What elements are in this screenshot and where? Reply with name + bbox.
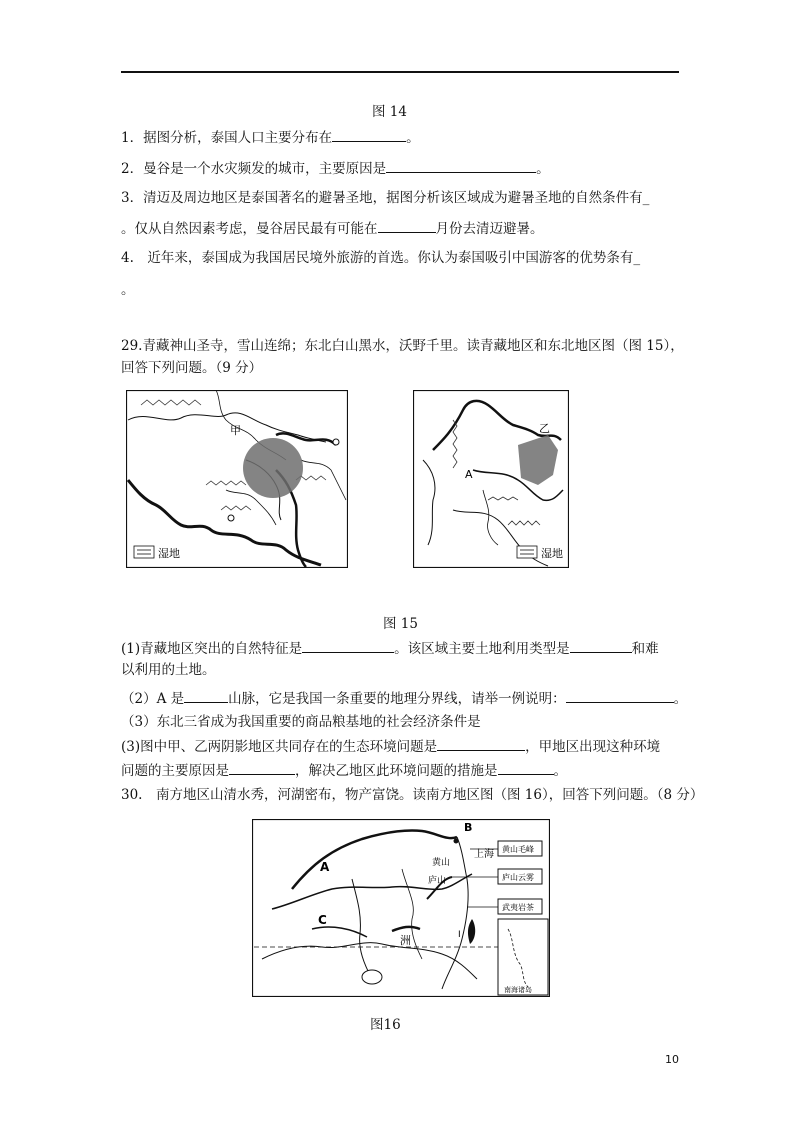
south-china-map <box>252 819 550 997</box>
q28-item4-line2: 。 <box>121 282 135 298</box>
answer-blank[interactable] <box>302 638 394 653</box>
q29-sub2: （2）A 是 山脉，它是我国一条重要的地理分界线，请举一例说明： 。 <box>121 688 687 709</box>
q29-stem-line2: 回答下列问题。（9 分） <box>121 360 263 376</box>
answer-blank[interactable] <box>566 688 674 703</box>
fig16-caption: 图16 <box>370 1017 401 1033</box>
label-jia: 甲 <box>230 424 241 437</box>
tea-wuyi-yancha: 武夷岩茶 <box>502 903 534 912</box>
label-huangshan: 黄山 <box>432 858 451 868</box>
fig15-caption: 图 15 <box>383 616 418 632</box>
q29-sub4-line1: (3)图中甲、乙两阴影地区共同存在的生态环境问题是 ，甲地区出现这种环境 <box>121 736 660 757</box>
inset-south-china-sea: 南海诸岛 <box>504 986 532 994</box>
answer-blank[interactable] <box>437 736 525 751</box>
shaded-region-jia <box>243 438 303 498</box>
q29-stem-line1: 29.青藏神山圣寺，雪山连绵；东北白山黑水，沃野千里。读青藏地区和东北地区图（图 15）， <box>121 338 684 354</box>
tea-huangshan-maofeng: 黄山毛峰 <box>502 845 534 854</box>
tea-lushan-yunwu: 庐山云雾 <box>502 873 534 882</box>
q28-item2: 2．曼谷是一个水灾频发的城市，主要原因是 。 <box>121 158 550 179</box>
q29-sub1-line1: (1)青藏地区突出的自然特征是 。该区域主要土地利用类型是 和难 <box>121 638 659 659</box>
legend-label: 湿地 <box>158 547 180 560</box>
page-number: 10 <box>665 1053 679 1066</box>
label-shanghai: 上海 <box>474 849 494 860</box>
answer-blank[interactable] <box>184 688 228 703</box>
answer-blank[interactable] <box>229 760 295 775</box>
label-c: C <box>318 913 327 927</box>
answer-blank[interactable] <box>332 127 406 142</box>
label-lushan: 庐山 <box>428 876 447 886</box>
q28-item3-line1: 3．清迈及周边地区是泰国著名的避暑圣地，据图分析该区域成为避暑圣地的自然条件有_ <box>121 190 650 206</box>
fig14-caption: 图 14 <box>372 104 407 120</box>
answer-blank[interactable] <box>378 218 436 233</box>
label-a: A <box>320 860 330 874</box>
q30-stem: 30. 南方地区山清水秀，河湖密布，物产富饶。读南方地区图（图 16），回答下列问题。（8 分） <box>121 787 704 803</box>
legend-label: 湿地 <box>541 547 563 560</box>
q29-sub3: （3）东北三省成为我国重要的商品粮基地的社会经济条件是 <box>121 714 481 730</box>
label-i: I <box>458 930 461 940</box>
label-zhou: 洲 <box>400 934 411 947</box>
qinghai-tibet-map <box>126 390 348 568</box>
wetland-legend-icon <box>134 546 154 558</box>
answer-blank[interactable] <box>386 158 536 173</box>
q28-item3-line2: 。仅从自然因素考虑，曼谷居民最有可能在 月份去清迈避暑。 <box>121 218 544 239</box>
northeast-map <box>413 390 569 568</box>
q28-item1: 1．据图分析，泰国人口主要分布在 。 <box>121 127 420 148</box>
label-yi: 乙 <box>539 422 550 435</box>
q29-sub4-line2: 问题的主要原因是 ，解决乙地区此环境问题的措施是 。 <box>121 760 567 781</box>
q29-sub1-line2: 以利用的土地。 <box>121 662 216 678</box>
answer-blank[interactable] <box>570 638 632 653</box>
label-b: B <box>464 821 473 834</box>
q28-item4-line1: 4. 近年来，泰国成为我国居民境外旅游的首选。你认为泰国吸引中国游客的优势条有_ <box>121 250 641 266</box>
answer-blank[interactable] <box>498 760 554 775</box>
wetland-legend-icon <box>517 546 537 558</box>
header-rule <box>121 71 679 73</box>
label-a-mountain: A <box>465 468 473 481</box>
